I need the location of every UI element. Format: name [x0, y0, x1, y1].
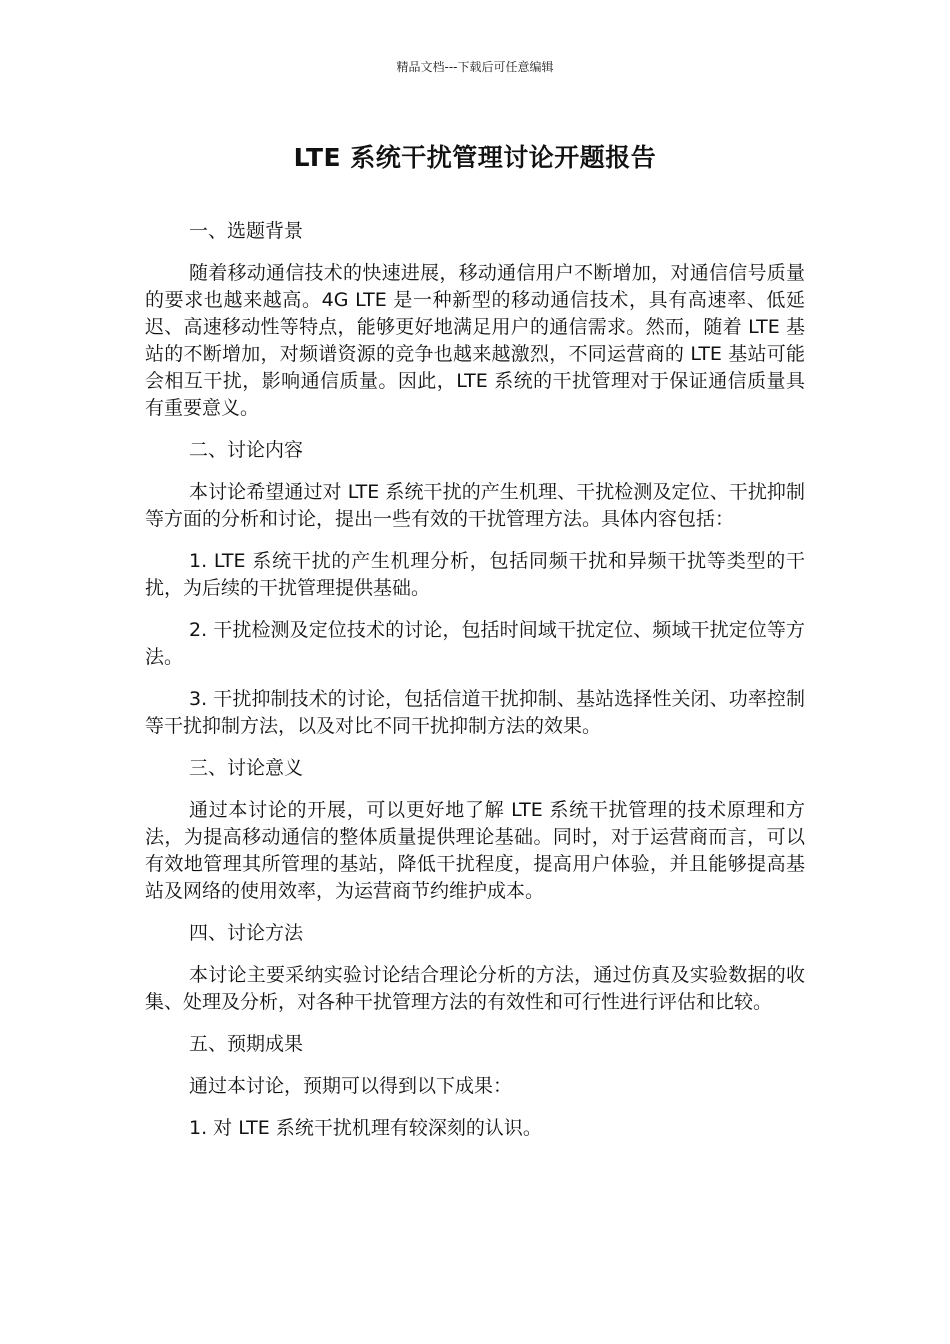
section-heading-method: 四、讨论方法 [189, 922, 304, 944]
content-intro-paragraph: 本讨论希望通过对 LTE 系统干扰的产生机理、干扰检测及定位、干扰抑制等方面的分析和讨论，提出一些有效的干扰管理方法。具体内容包括： [145, 481, 805, 530]
document-body [145, 218, 805, 1157]
content-item-1: 1. LTE 系统干扰的产生机理分析，包括同频干扰和异频干扰等类型的干扰，为后续的干扰管理提供基础。 [145, 550, 805, 599]
content-item-3: 3. 干扰抑制技术的讨论，包括信道干扰抑制、基站选择性关闭、功率控制等干扰抑制方法，以及对比不同干扰抑制方法的效果。 [145, 688, 805, 737]
document-title: LTE 系统干扰管理讨论开题报告 [293, 143, 657, 172]
significance-paragraph: 通过本讨论的开展，可以更好地了解 LTE 系统干扰管理的技术原理和方法，为提高移动通信的整体质量提供理论基础。同时，对于运营商而言，可以有效地管理其所管理的基站，降低干扰程度，提高用户体验，并且能够提高基站及网络的使用效率，为运营商节约维护成本。 [145, 799, 805, 902]
method-paragraph: 本讨论主要采纳实验讨论结合理论分析的方法，通过仿真及实验数据的收集、处理及分析，对各种干扰管理方法的有效性和可行性进行评估和比较。 [145, 964, 805, 1013]
header-note: 精品文档---下载后可任意编辑 [396, 60, 554, 74]
outcomes-item-1: 1. 对 LTE 系统干扰机理有较深刻的认识。 [189, 1117, 542, 1139]
section-heading-significance: 三、讨论意义 [189, 757, 304, 779]
section-heading-content: 二、讨论内容 [189, 439, 304, 461]
section-heading-outcomes: 五、预期成果 [189, 1033, 304, 1055]
background-paragraph: 随着移动通信技术的快速进展，移动通信用户不断增加，对通信信号质量的要求也越来越高。4G LTE 是一种新型的移动通信技术，具有高速率、低延迟、高速移动性等特点，能够更好地满足用户的通信需求。然而，随着 LTE 基站的不断增加，对频谱资源的竞争也越来越激烈，不同运营商的 LTE 基站可能会相互干扰，影响通信质量。因此，LTE 系统的干扰管理对于保证通信质量具有重要意义。 [145, 262, 805, 419]
content-item-2: 2. 干扰检测及定位技术的讨论，包括时间域干扰定位、频域干扰定位等方法。 [145, 619, 805, 668]
outcomes-intro-paragraph: 通过本讨论，预期可以得到以下成果： [189, 1075, 513, 1097]
section-heading-background: 一、选题背景 [189, 220, 304, 242]
